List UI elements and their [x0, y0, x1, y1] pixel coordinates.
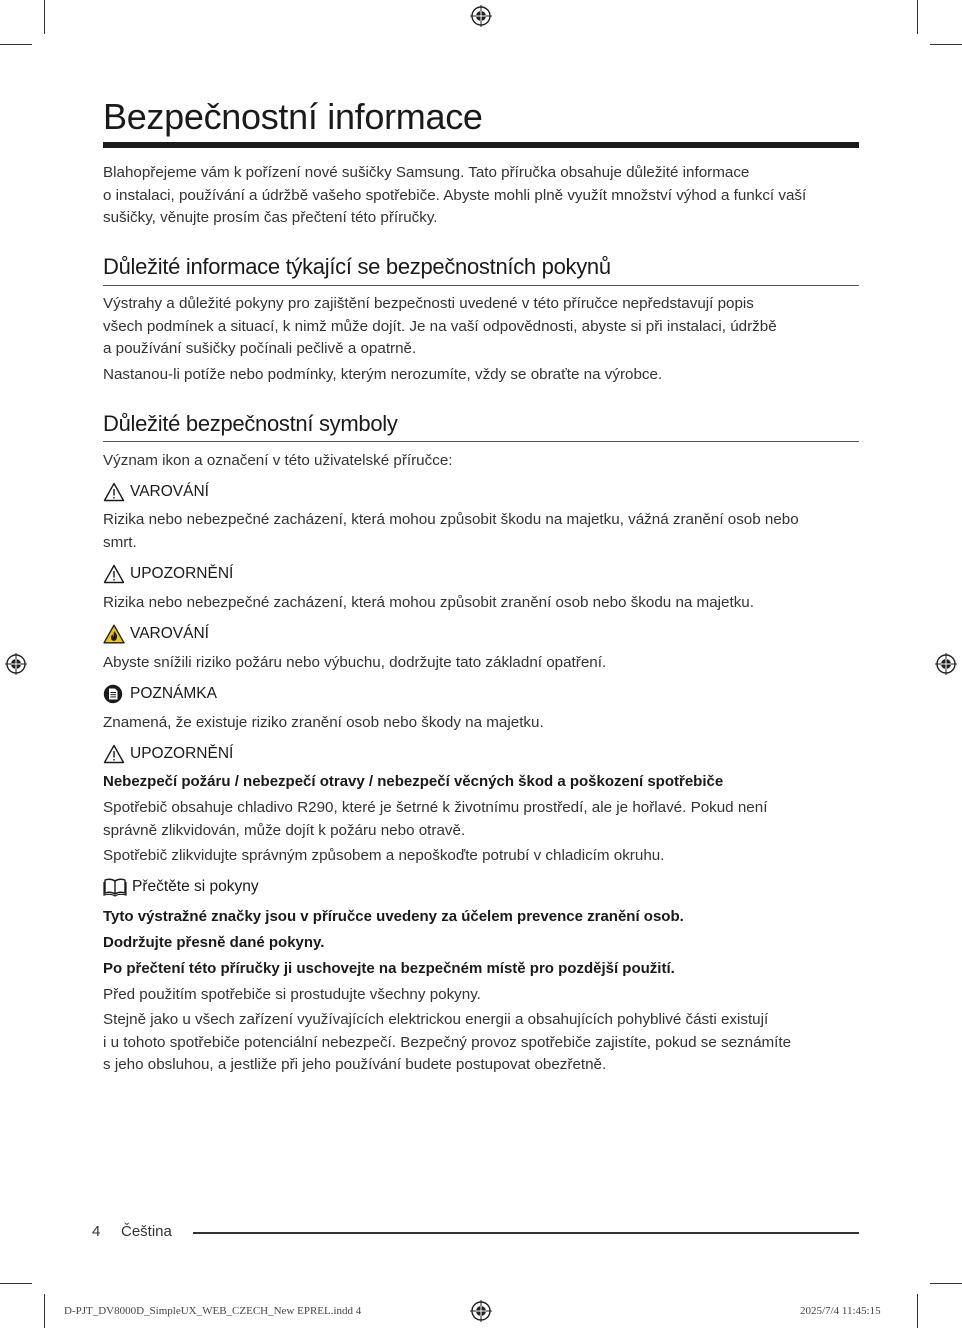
text-line: o instalaci, používání a údržbě vašeho spotřebiče. Abyste mohli plně využít množství výhod a funkcí vaší — [103, 186, 807, 204]
open-book-icon — [103, 877, 127, 897]
flammable-warning-label-text: VAROVÁNÍ — [130, 625, 209, 642]
study-instructions-text: Před použitím spotřebiče si prostudujte všechny pokyny. — [103, 986, 481, 1003]
crop-mark — [44, 1294, 45, 1328]
text-line: Blahopřejeme vám k pořízení nové sušičky Samsung. Tato příručka obsahuje důležité informace — [103, 164, 750, 181]
registration-mark-icon — [935, 653, 957, 675]
footer-language: Čeština — [121, 1223, 172, 1240]
caution-label-text: UPOZORNĚNÍ — [130, 565, 234, 582]
section-heading-safety-instructions: Důležité informace týkající se bezpečnostních pokynů — [103, 254, 611, 279]
page-number: 4 — [92, 1223, 101, 1240]
registration-mark-icon — [5, 653, 27, 675]
section-heading-safety-symbols: Důležité bezpečnostní symboly — [103, 411, 398, 436]
caution-triangle-icon — [103, 564, 125, 584]
read-instructions-label — [103, 876, 259, 898]
section-rule — [103, 441, 859, 442]
footer-rule — [193, 1232, 859, 1234]
caution-label-text: UPOZORNĚNÍ — [130, 745, 234, 762]
flammable-warning-label — [103, 623, 209, 645]
text-line: sušičky, věnujte prosím čas přečtení této příručky. — [103, 209, 438, 226]
note-label — [103, 683, 217, 705]
section1-paragraph-2: Nastanou-li potíže nebo podmínky, kterým nerozumíte, vždy se obraťte na výrobce. — [103, 366, 663, 383]
crop-mark — [44, 0, 45, 34]
crop-mark — [917, 0, 918, 34]
title-rule — [103, 142, 859, 148]
print-slug-timestamp: 2025/7/4 11:45:15 — [800, 1305, 881, 1317]
registration-mark-icon — [470, 5, 492, 27]
section-rule — [103, 285, 859, 286]
read-instructions-label-text: Přečtěte si pokyny — [132, 878, 259, 895]
warning-description — [103, 509, 863, 554]
text-line: správně zlikvidován, může dojít k požáru nebo otravě. — [103, 821, 466, 839]
text-line: smrt. — [103, 533, 137, 551]
page-title: Bezpečnostní informace — [103, 96, 483, 137]
print-slug-filename: D-PJT_DV8000D_SimpleUX_WEB_CZECH_New EPREL.indd 4 — [64, 1305, 362, 1317]
caution-triangle-icon — [103, 744, 125, 764]
hazard-subheading: Nebezpečí požáru / nebezpečí otravy / nebezpečí věcných škod a poškození spotřebiče — [103, 773, 724, 790]
text-line: Výstrahy a důležité pokyny pro zajištění bezpečnosti uvedené v této příručce nepředstavují popis — [103, 295, 754, 312]
text-line: všech podmínek a situací, k nimž může dojít. Je na vaší odpovědnosti, abyste si při instalaci, údržbě — [103, 317, 777, 335]
caution-label — [103, 563, 233, 585]
refrigerant-paragraph — [103, 797, 863, 842]
warning-label — [103, 481, 209, 503]
text-line: a používání sušičky počínali pečlivě a opatrně. — [103, 340, 417, 357]
registration-mark-icon — [470, 1300, 492, 1322]
section1-paragraph — [103, 293, 863, 361]
general-safety-paragraph — [103, 1009, 863, 1077]
crop-mark — [930, 1283, 962, 1284]
text-line: Rizika nebo nebezpečné zacházení, která mohou způsobit škodu na majetku, vážná zranění osob nebo — [103, 511, 799, 528]
symbols-intro: Význam ikon a označení v této uživatelské příručce: — [103, 452, 453, 469]
warning-label-text: VAROVÁNÍ — [130, 483, 209, 500]
bold-instruction: Po přečtení této příručky ji uschovejte na bezpečném místě pro pozdější použití. — [103, 960, 675, 977]
caution-description: Rizika nebo nebezpečné zacházení, která mohou způsobit zranění osob nebo škodu na majetku. — [103, 594, 754, 611]
text-line: s jeho obsluhou, a jestliže při jeho používání budete postupovat obezřetně. — [103, 1056, 607, 1073]
caution-label — [103, 743, 233, 765]
note-label-text: POZNÁMKA — [130, 685, 217, 702]
text-line: Spotřebič obsahuje chladivo R290, které je šetrné k životnímu prostředí, ale je hořlavé. Pokud není — [103, 799, 768, 816]
crop-mark — [0, 1283, 32, 1284]
crop-mark — [0, 44, 32, 45]
warning-triangle-icon — [103, 482, 125, 502]
text-line: Stejně jako u všech zařízení využívajících elektrickou energii a obsahujících pohyblivé části existují — [103, 1011, 769, 1028]
crop-mark — [917, 1294, 918, 1328]
note-icon — [103, 684, 125, 704]
text-line: i u tohoto spotřebiče potenciální nebezpečí. Bezpečný provoz spotřebiče zajistíte, pokud se seznámíte — [103, 1033, 792, 1051]
crop-mark — [930, 44, 962, 45]
disposal-paragraph: Spotřebič zlikvidujte správným způsobem a nepoškoďte potrubí v chladicím okruhu. — [103, 847, 665, 864]
bold-instruction: Dodržujte přesně dané pokyny. — [103, 934, 325, 951]
note-description: Znamená, že existuje riziko zranění osob nebo škody na majetku. — [103, 714, 544, 731]
flammable-warning-description: Abyste snížili riziko požáru nebo výbuchu, dodržujte tato základní opatření. — [103, 654, 607, 671]
flammable-warning-icon — [103, 624, 125, 644]
intro-paragraph — [103, 162, 863, 230]
bold-instruction: Tyto výstražné značky jsou v příručce uvedeny za účelem prevence zranění osob. — [103, 908, 684, 925]
